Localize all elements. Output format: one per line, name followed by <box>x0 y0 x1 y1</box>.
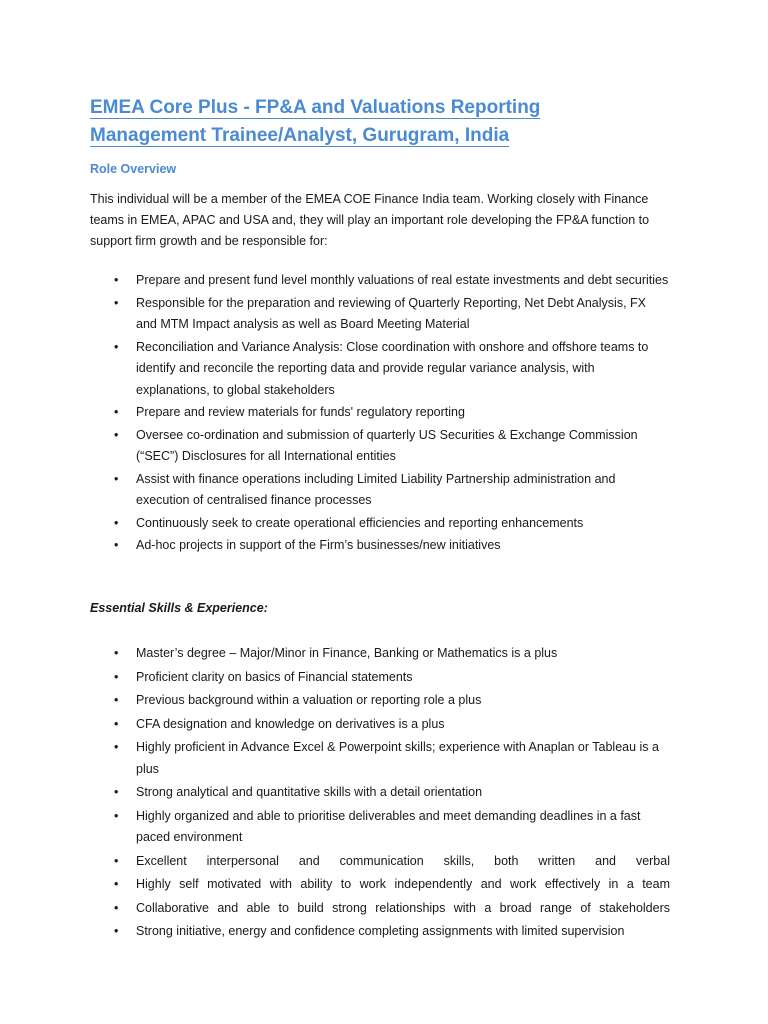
list-item: • Oversee co-ordination and submission of quarterly US Securities & Exchange Commission (“SEC”) Disclosures for all International entities <box>90 425 670 468</box>
list-item: • CFA designation and knowledge on derivatives is a plus <box>90 714 670 736</box>
list-item: • Highly proficient in Advance Excel & Powerpoint skills; experience with Anaplan or Tableau is a plus <box>90 737 670 780</box>
list-item: • Excellent interpersonal and communication skills, both written and verbal <box>90 851 670 873</box>
list-item: • Continuously seek to create operational efficiencies and reporting enhancements <box>90 513 670 535</box>
list-item: • Strong analytical and quantitative skills with a detail orientation <box>90 782 670 804</box>
list-item: • Proficient clarity on basics of Financial statements <box>90 667 670 689</box>
skills-heading: Essential Skills & Experience: <box>90 601 268 615</box>
role-overview-heading: Role Overview <box>90 162 177 176</box>
intro-paragraph: This individual will be a member of the EMEA COE Finance India team. Working closely with Finance teams in EMEA, APAC and USA and, they will play an important role developing the FP&A function to support firm growth and be responsible for: <box>90 192 650 248</box>
list-item: • Previous background within a valuation or reporting role a plus <box>90 690 670 712</box>
responsibilities-list <box>90 270 670 558</box>
list-item: • Collaborative and able to build strong relationships with a broad range of stakeholders <box>90 898 670 920</box>
list-item: • Master’s degree – Major/Minor in Finance, Banking or Mathematics is a plus <box>90 643 670 665</box>
list-item: • Ad-hoc projects in support of the Firm’s businesses/new initiatives <box>90 535 670 557</box>
list-item: • Reconciliation and Variance Analysis: Close coordination with onshore and offshore teams to identify and reconcile the reporting data and provide regular variance analysis, with explanations, to global stakeholders <box>90 337 670 402</box>
list-item: • Highly self motivated with ability to work independently and work effectively in a team <box>90 874 670 896</box>
document-title <box>90 94 690 150</box>
list-item: • Responsible for the preparation and reviewing of Quarterly Reporting, Net Debt Analysis, FX and MTM Impact analysis as well as Board Meeting Material <box>90 293 670 336</box>
list-item: • Prepare and present fund level monthly valuations of real estate investments and debt securities <box>90 270 670 292</box>
list-item: • Prepare and review materials for funds' regulatory reporting <box>90 402 670 424</box>
list-item: • Highly organized and able to prioritise deliverables and meet demanding deadlines in a fast paced environment <box>90 806 670 849</box>
skills-list <box>90 643 670 945</box>
title-line-1: EMEA Core Plus - FP&A and Valuations Reporting <box>90 97 541 118</box>
title-line-2: Management Trainee/Analyst, Gurugram, India <box>90 125 510 146</box>
list-item: • Assist with finance operations including Limited Liability Partnership administration and execution of centralised finance processes <box>90 469 670 512</box>
list-item: • Strong initiative, energy and confidence completing assignments with limited supervision <box>90 921 670 943</box>
